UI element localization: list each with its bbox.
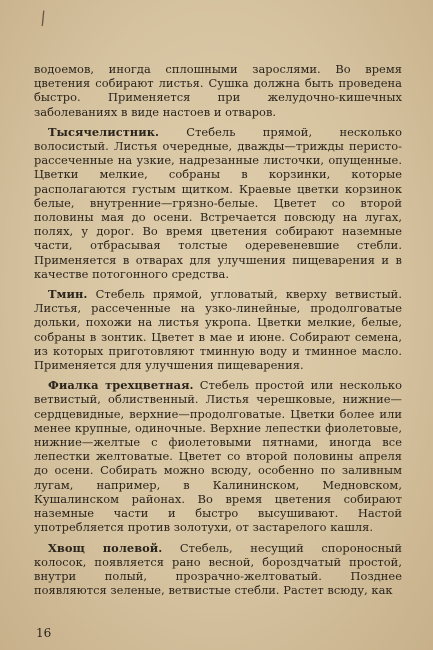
pencil-mark: / xyxy=(37,7,49,30)
paragraph-horsetail xyxy=(34,541,402,598)
paragraph-yarrow xyxy=(34,125,402,281)
paragraph-continuation xyxy=(34,62,402,119)
plant-name: Хвощ полевой. xyxy=(48,540,163,555)
page-number: 16 xyxy=(36,626,52,640)
paragraph-text: Стебель прямой, несколько волосистый. Листья очередные, дважды—трижды перисто-рассеченные на узкие, надрезанные листочки, опущенные. Цветки мелкие, собраны в корзинки, которые располагаются густым щитком. Краевые цветки корзинок белые, внутренние—грязно-белые. Цветет со второй половины мая до осени. Встречается повсюду на лугах, полях, у дорог. Во время цветения собирают наземные части, отбрасывая толстые одеревеневшие стебли. Применяется в отварах для улучшения пищеварения и в качестве потогонного средства. xyxy=(34,124,402,281)
plant-name: Тмин. xyxy=(48,287,88,302)
paragraph-caraway xyxy=(34,287,402,372)
paragraph-text: Стебель прямой, угловатый, кверху ветвистый. Листья, рассеченные на узко-линейные, продолговатые дольки, похожи на листья укропа. Цветки мелкие, белые, собраны в зонтик. Цветет в мае и июне. Собирают семена, из которых приготовляют тминную воду и тминное масло. Применяется для улучшения пищеварения. xyxy=(34,287,402,373)
body-text xyxy=(34,62,402,603)
paragraph-text: Стебель, несущий спороносный колосок, появляется рано весной, бороздчатый простой, внутри полый, прозрачно-желтоватый. Позднее появляются зеленые, ветвистые стебли. Растет всюду, как xyxy=(34,540,402,598)
paragraph-text: водоемов, иногда сплошными зарослями. Во время цветения собирают листья. Сушка должна быть проведена быстро. Применяется при желудочно-кишечных заболеваниях в виде настоев и отваров. xyxy=(34,62,402,119)
plant-name: Тысячелистник. xyxy=(48,124,159,139)
plant-name: Фиалка трехцветная. xyxy=(48,378,194,393)
paragraph-text: Стебель простой или несколько ветвистый, облиственный. Листья черешковые, нижние—сердцевидные, верхние—продолговатые. Цветки более или менее крупные, одиночные. Верхние лепестки фиолетовые, нижние—желтые с фиолетовыми пятнами, иногда все лепестки желтоватые. Цветет со второй половины апреля до осени. Собирать можно всюду, особенно по заливным лугам, например, в Калининском, Медновском, Кушалинском районах. Во время цветения собирают наземные части и быстро высушивают. Настой употребляется против золотухи, от застарелого кашля. xyxy=(34,378,403,535)
paragraph-pansy xyxy=(34,378,402,534)
